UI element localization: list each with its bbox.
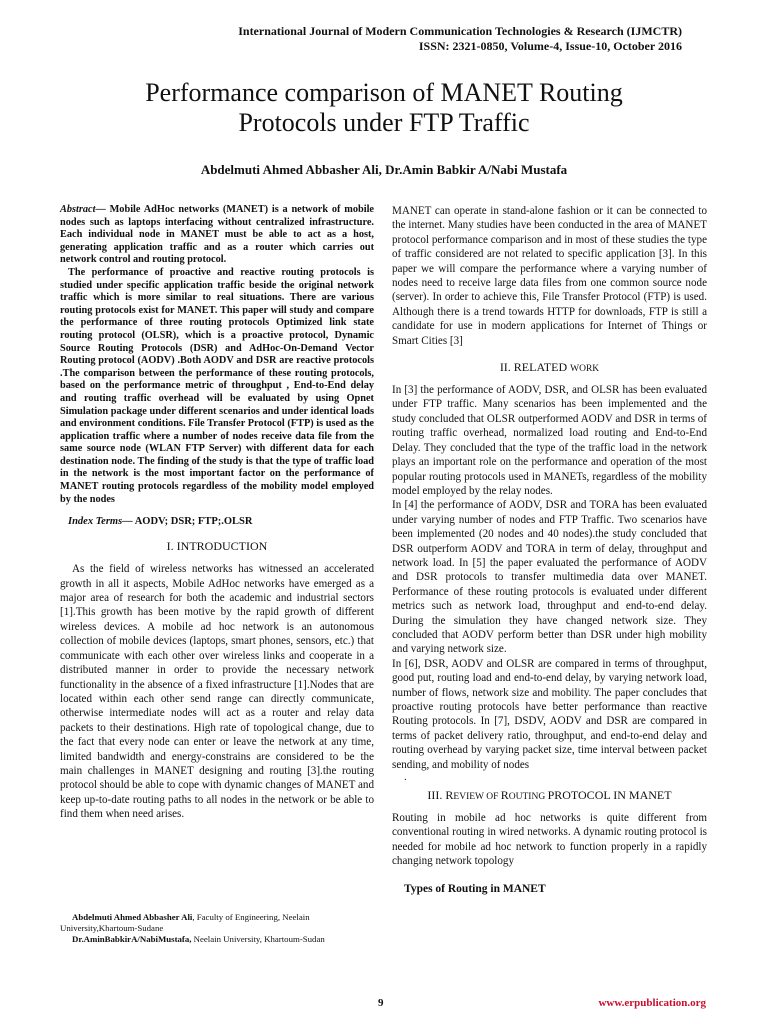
- related-heading-smallcaps: WORK: [570, 364, 600, 375]
- stray-period: .: [404, 771, 407, 784]
- footnote-author-2: [60, 934, 370, 945]
- page-number: 9: [378, 997, 384, 1009]
- footnote-author-1-affiliation: , Faculty of Engineering, Neelain University,Khartoum-Sudane: [60, 912, 310, 933]
- related-heading-number: II. RELATED: [499, 360, 571, 375]
- journal-header: [238, 24, 682, 54]
- footnote-author-2-affiliation: Neelain University, Khartoum-Sudan: [191, 934, 325, 944]
- abstract-dash: —: [95, 204, 110, 215]
- types-of-routing-heading: Types of Routing in MANET: [404, 882, 546, 895]
- abstract-text-1: Mobile AdHoc networks (MANET) is a network of mobile nodes such as laptops interfacing without centralized infrastructure. Each individual node in MANET must be able to act as a host, generating application traffic and as a router which carries out network control and routing protocol.: [60, 204, 375, 266]
- introduction-paragraph: As the field of wireless networks has witnessed an accelerated growth in all it aspects, Mobile AdHoc networks have emerged as a major area of research for both the academic and industrial sectors [1].This growth has been motive by the rapid growth of different wireless devices. A mobile ad hoc network is an autonomous collection of mobile devices (laptops, smart phones, sensors, etc.) that communicate with each other over wireless links and cooperate in a distributed manner in order to provide the necessary network functionality in the absence of a fixed infrastructure [1].Nodes that are located within each other send range can directly communicate, otherwise intermediate nodes will act as a router and relay data packets to their destinations. High rate of topological change, due to the fact that every node can enter or leave the network at any time, limited bandwidth and energy-constrains are considered to be the main challenges in MANET designing and routing [3].the routing protocol should be able to cope with dynamic changes of MANET and keep up-to-date routing paths to all nodes in the network or be able to find them when need arises.: [60, 563, 374, 821]
- footnote-author-1-name: Abdelmuti Ahmed Abbasher Ali: [72, 912, 193, 922]
- related-paragraph-3: In [6], DSR, AODV and OLSR are compared in terms of throughput, good put, routing load and end-to-end delay, by varying network load, number of flows, network size and mobility. The paper concludes that proactive routing protocols have better performance than reactive Routing protocols. In [7], DSDV, AODV and DSR are compared in terms of packet delivery ratio, throughput, and end-to-end delay and routing overhead by varying packet size, time interval between packet sending, and mobility of nodes: [392, 657, 707, 771]
- section-heading-review: [392, 788, 707, 803]
- paper-title: [60, 78, 708, 138]
- introduction-body: [60, 562, 374, 821]
- abstract-paragraph-1: [60, 204, 374, 267]
- index-terms-text: — AODV; DSR; FTP;.OLSR: [122, 516, 253, 528]
- publisher-url[interactable]: www.erpublication.org: [598, 997, 706, 1009]
- abstract: [60, 204, 374, 506]
- related-paragraph-1: In [3] the performance of AODV, DSR, and OLSR has been evaluated under FTP traffic. Many scenarios has been implemented and the study concluded that OLSR outperformed AODV and DSR in terms of routing traffic overhead, normalized load routing and End-to-End Delay. They concluded that the type of the traffic load in the network plays an important role on the performance and operation of the most popular routing protocols used in MANETs, regardless of the mobility model employed by the relay nodes.: [392, 384, 707, 497]
- intro-continuation-paragraph: MANET can operate in stand-alone fashion or it can be connected to the internet. Many studies have been conducted in the area of MANET protocol performance comparison and in most of these studies the type of traffic considered are not related to specific application [3]. In this paper we will compare the performance where a varying number of nodes need to receive large data files from one common source node (server). In order to achieve this, File Transfer Protocol (FTP) is used. Although there is a trend towards HTTP for downloads, FTP is still a candidate for use in modern applications for Internet of Things or Smart Cities [3]: [392, 205, 707, 347]
- footnote-author-1: [60, 912, 370, 934]
- review-paragraph: Routing in mobile ad hoc networks is quite different from conventional routing in wired networks. A dynamic routing protocol is needed for mobile ad hoc network to function properly in a rapidly changing network topology: [392, 812, 707, 868]
- related-paragraph-2: In [4] the performance of AODV, DSR and TORA has been evaluated under varying number of nodes and FTP Traffic. Two scenarios have been implemented (20 nodes and 40 nodes).the study concluded that DSR outperform AODV and TORA in term of delay, throughput and network load. In [5] the paper evaluated the performance of AODV and DSR protocols to transfer multimedia data over MANET. Performance of these routing protocols is evaluated under different metrics such as network load, throughput and end-to-end delay. During the simulation they have changed network size. They concluded that AODV perform better than DSR under high mobility and varying network size.: [392, 499, 707, 656]
- title-line-2: Protocols under FTP Traffic: [238, 108, 530, 137]
- index-terms: [60, 516, 374, 527]
- journal-name: International Journal of Modern Communication Technologies & Research (IJMCTR): [238, 24, 682, 38]
- abstract-paragraph-2: The performance of proactive and reactive routing protocols is studied under specific application traffic beside the original network traffic which is more similar to real situations. There are various routing protocols exist for MANET. This paper will study and compare the performance of three routing protocols Optimized link state routing protocol (OLSR), which is a proactive protocol, Dynamic Source Routing Protocols (DSR) and AdHoc-On-Demand Vector Routing protocol (AODV) .Both AODV and DSR are reactive protocols .The comparison between the performance of these routing protocols, based on the performance metric of throughput , End-to-End delay and routing traffic overhead will be evaluated by using Opnet Simulation package under different scenarios and under identical loads and environment conditions. File Transfer Protocol (FTP) is used as the application traffic where a number of nodes receive data file from the same source node (WLAN FTP Server) with different data for each destination node. The finding of the study is that the type of traffic load in the network is the most important factor on the performance of MANET routing protocols regardless of the mobility model employed by the nodes: [60, 266, 374, 505]
- review-heading-r: R: [500, 788, 509, 803]
- review-heading-smallcaps-1: EVIEW OF: [453, 792, 501, 803]
- right-column: [392, 204, 707, 895]
- paper-authors: Abdelmuti Ahmed Abbasher Ali, Dr.Amin Babkir A/Nabi Mustafa: [200, 162, 568, 177]
- index-terms-lead: Index Terms: [68, 516, 123, 528]
- review-heading-number: III. R: [427, 788, 454, 803]
- review-heading-smallcaps-2: OUTING: [508, 792, 548, 803]
- review-heading-rest: PROTOCOL IN MANET: [547, 788, 672, 803]
- section-heading-related-work: [392, 360, 707, 375]
- title-line-1: Performance comparison of MANET Routing: [145, 78, 623, 107]
- author-footnote: [60, 912, 370, 945]
- abstract-lead: Abstract: [60, 204, 96, 215]
- footnote-author-2-name: Dr.AminBabkirA/NabiMustafa,: [72, 934, 192, 944]
- section-heading-introduction: I. INTRODUCTION: [166, 539, 268, 554]
- journal-issn: ISSN: 2321-0850, Volume-4, Issue-10, October 2016: [418, 39, 682, 53]
- left-column: [60, 204, 374, 822]
